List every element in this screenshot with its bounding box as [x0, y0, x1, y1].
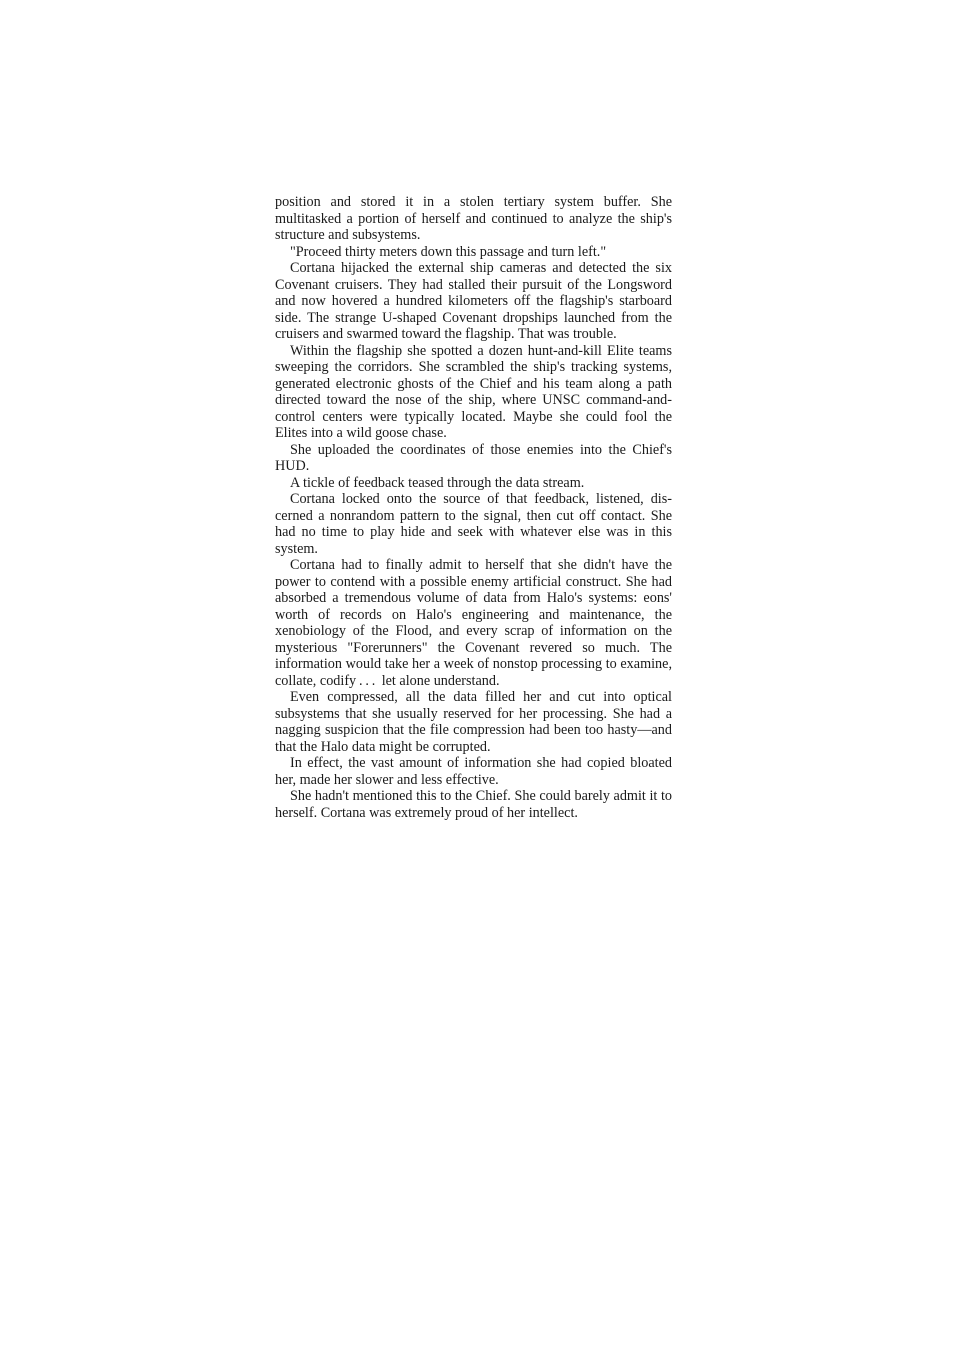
- paragraph-9: Even compressed, all the data filled her and cut into optical subsystems that she usually reserved for her processing. She had a nagging suspicion that the file compression had been too hasty—and that the Halo data might be corrupted.: [275, 689, 672, 755]
- paragraph-2: "Proceed thirty meters down this passage and turn left.": [290, 243, 607, 260]
- paragraph-10: In effect, the vast amount of information she had copied bloated her, made her slower and less effective.: [275, 755, 672, 788]
- paragraph-6: A tickle of feedback teased through the data stream.: [290, 474, 585, 491]
- paragraph-4: Within the flagship she spotted a dozen hunt-and-kill Elite teams sweeping the corridors. She scrambled the ship's tracking systems, generated electronic ghosts of the Chief and his team along a path directed toward the nose of the ship, where UNSC command-and-control centers were typically located. Maybe she could fool the Elites into a wild goose chase.: [275, 342, 672, 441]
- paragraph-5: She uploaded the coordinates of those enemies into the Chief's HUD.: [275, 441, 672, 474]
- paragraph-8: Cortana had to finally admit to herself that she didn't have the power to contend with a possible enemy artificial construct. She had absorbed a tremendous volume of data from Halo's systems: eons' worth of records on Halo's engineering and maintenance, the xenobiology of the Flood, and every scrap of information on the mysterious "Forerunners" the Covenant revered so much. The information would take her a week of nonstop processing to examine, collate, codify . . . let alone understand.: [275, 557, 672, 689]
- body-text: [275, 194, 672, 821]
- paragraph-1: position and stored it in a stolen tertiary system buffer. She multitasked a portion of herself and continued to analyze the ship's structure and subsystems.: [275, 194, 672, 243]
- paragraph-11: She hadn't mentioned this to the Chief. She could barely admit it to herself. Cortana was extremely proud of her intellect.: [275, 788, 672, 821]
- paragraph-7: Cortana locked onto the source of that feedback, listened, discerned a nonrandom pattern to the signal, then cut off contact. She had no time to play hide and seek with whatever else was in this system.: [275, 491, 672, 557]
- paragraph-3: Cortana hijacked the external ship cameras and detected the six Covenant cruisers. They had stalled their pursuit of the Longsword and now hovered a hundred kilometers off the flagship's starboard side. The strange U-shaped Covenant dropships launched from the cruisers and swarmed toward the flagship. That was trouble.: [275, 260, 672, 342]
